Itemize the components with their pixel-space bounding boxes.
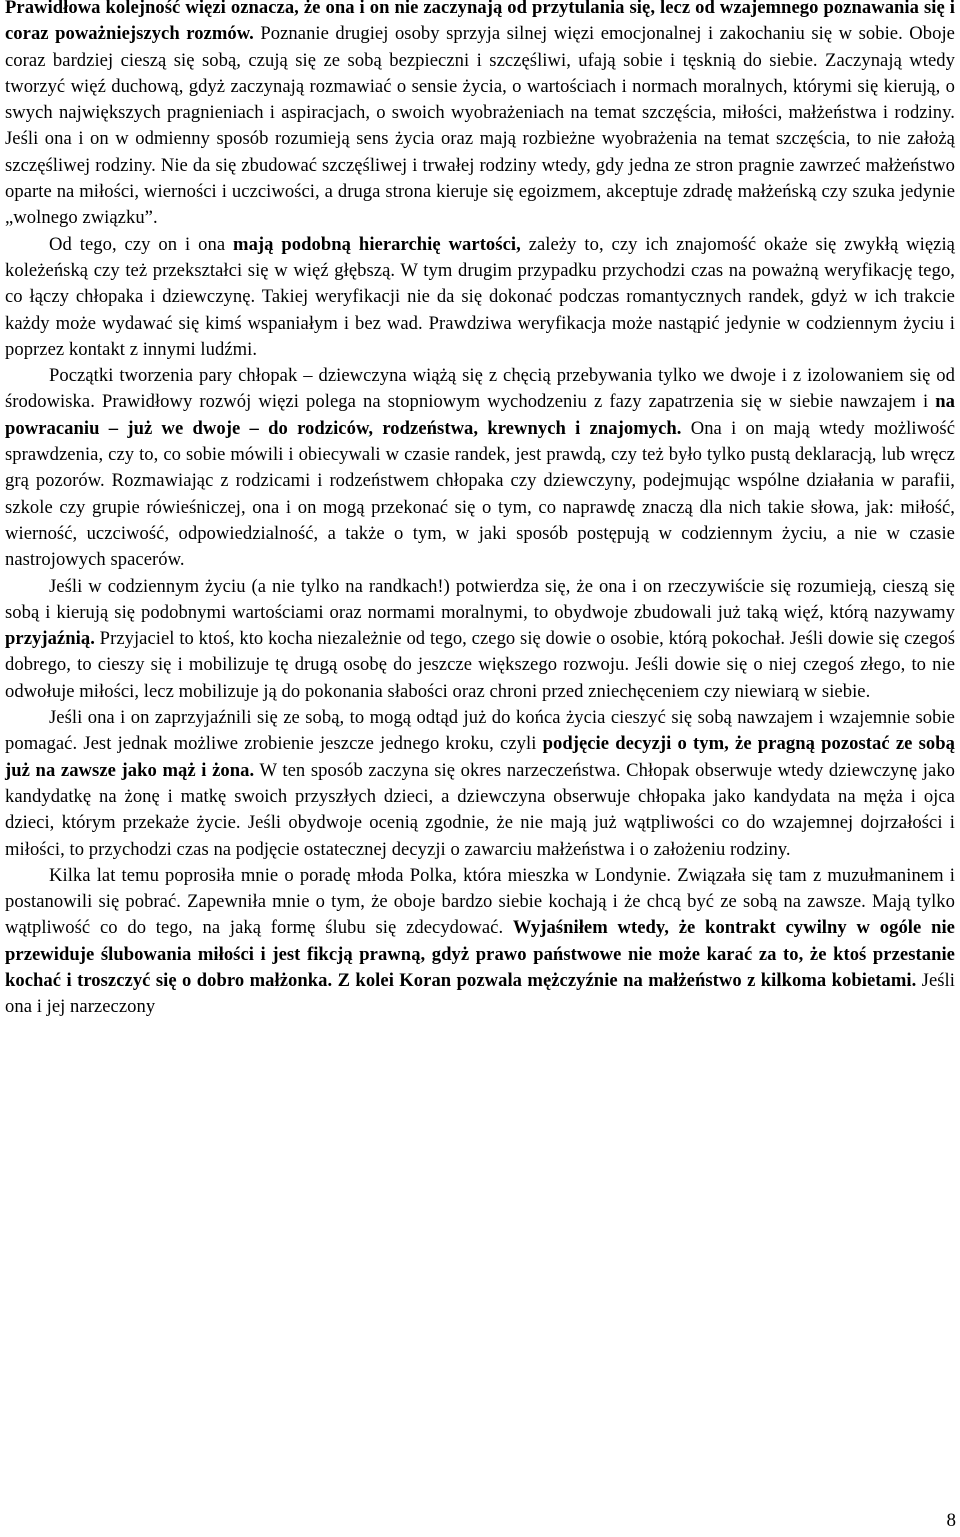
paragraph xyxy=(5,863,955,1021)
paragraph xyxy=(5,232,955,363)
bold-text-run: Prawidłowa kolejność więzi oznacza, że ona i on nie zaczynają od przytulania się, lecz od wzajemnego poznawania się i coraz poważniejszych rozmów. xyxy=(5,0,955,45)
body-text xyxy=(5,0,955,1021)
bold-text-run: przyjaźnią. xyxy=(5,628,95,650)
paragraph xyxy=(5,574,955,705)
text-run: Przyjaciel to ktoś, kto kocha niezależnie od tego, czego się dowie o osobie, którą pokochał. Jeśli dowie się czegoś dobrego, to cieszy się i mobilizuje tę drugą osobę do jeszcze większego rozwoju. Jeśli dowie się o niej czegoś złego, to nie odwołuje miłości, lecz mobilizuje ją do pokonania słabości oraz chroni przed zniechęceniem czy niewiarą w siebie. xyxy=(5,628,955,702)
text-run: Początki tworzenia pary chłopak – dziewczyna wiążą się z chęcią przebywania tylko we dwoje i z izolowaniem się od środowiska. Prawidłowy rozwój więzi polega na stopniowym wychodzeniu z fazy zapatrzenia się w siebie nawzajem i xyxy=(5,365,955,413)
text-run: Ona i on mają wtedy możliwość sprawdzenia, czy to, co sobie mówili i obiecywali w czasie randek, jest prawdą, czy też było tylko pustą deklaracją, lub wręcz grą pozorów. Rozmawiając z rodzicami i rodzeństwem chłopaka czy dziewczyny, podejmując wspólne działania w parafii, szkole czy grupie rówieśniczej, ona i on mogą przekonać się o tym, co naprawdę znaczą dla nich takie słowa, jak: miłość, wierność, uczciwość, odpowiedzialność, a także o tym, w jaki sposób postępują w codziennym życiu, a nie w czasie nastrojowych spacerów. xyxy=(5,417,955,571)
bold-text-run: podjęcie decyzji o tym, że pragną pozostać ze sobą już na zawsze jako mąż i żona. xyxy=(5,733,955,781)
bold-text-run: Wyjaśniłem wtedy, że kontrakt cywilny w ogóle nie przewiduje ślubowania miłości i jest fikcją prawną, gdyż prawo państwowe nie może karać za to, że ktoś przestanie kochać i troszczyć się o dobro małżonka. Z kolei Koran pozwala mężczyźnie na małżeństwo z kilkoma kobietami. xyxy=(5,917,955,991)
paragraph xyxy=(5,705,955,863)
text-run: Od tego, czy on i ona xyxy=(49,233,234,255)
text-run: Jeśli ona i on zaprzyjaźnili się ze sobą, to mogą odtąd już do końca życia cieszyć się sobą nawzajem i wzajemnie sobie pomagać. Jest jednak możliwe zrobienie jeszcze jednego kroku, czyli xyxy=(5,707,955,755)
text-run: Jeśli w codziennym życiu (a nie tylko na randkach!) potwierdza się, że ona i on rzeczywiście się rozumieją, cieszą się sobą i kierują się podobnymi wartościami oraz normami moralnymi, to obydwoje zbudowali już taką więź, którą nazywamy xyxy=(5,575,955,623)
text-run: Poznanie drugiej osoby sprzyja silnej więzi emocjonalnej i zakochaniu się w sobie. Oboje coraz bardziej cieszą się sobą, czują się ze sobą bezpieczni i szczęśliwi, ufają sobie i tęsknią do siebie. Zaczynają wtedy tworzyć więź duchową, gdyż zaczynają rozmawiać o sensie życia, o wartościach i normach moralnych, którymi się kierują, o swych największych pragnieniach i aspiracjach, o swoich wyobrażeniach na temat szczęścia, miłości, małżeństwa i rodziny. Jeśli ona i on w odmienny sposób rozumieją sens życia oraz mają rozbieżne wyobrażenia na temat szczęścia, to nie założą szczęśliwej rodziny. Nie da się zbudować szczęśliwej i trwałej rodziny wtedy, gdy jedna ze stron pragnie zawrzeć małżeństwo oparte na miłości, wierności i uczciwości, a druga strona kieruje się egoizmem, akceptuje zdradę małżeńską czy szuka jedynie „wolnego związku”. xyxy=(5,23,955,229)
text-run: Jeśli ona i jej narzeczony xyxy=(5,969,955,1018)
bold-text-run: na powracaniu – już we dwoje – do rodziców, rodzeństwa, krewnych i znajomych. xyxy=(5,391,955,439)
page-number: 8 xyxy=(946,1510,956,1531)
text-run: zależy to, czy ich znajomość okaże się zwykłą więzią koleżeńską czy też przekształci się w więź głębszą. W tym drugim przypadku przychodzi czas na poważną weryfikację tego, co łączy chłopaka i dziewczynę. Takiej weryfikacji nie da się dokonać podczas romantycznych randek, gdyż w ich trakcie każdy może wydawać się kimś wspaniałym i bez wad. Prawdziwa weryfikacja może nastąpić jedynie w codziennym życiu i poprzez kontakt z innymi ludźmi. xyxy=(5,233,955,360)
paragraph xyxy=(5,363,955,573)
bold-text-run: mają podobną hierarchię wartości, xyxy=(233,233,521,255)
paragraph xyxy=(5,0,955,232)
text-run: W ten sposób zaczyna się okres narzeczeństwa. Chłopak obserwuje wtedy dziewczynę jako kandydatkę na żonę i matkę swoich przyszłych dzieci, a dziewczyna obserwuje chłopaka jako kandydata na męża i ojca dzieci, którym przekaże życie. Jeśli obydwoje ocenią zgodnie, że nie mają już wątpliwości co do wzajemnej dojrzałości i miłości, to przychodzi czas na podjęcie ostatecznej decyzji o zawarciu małżeństwa i o założeniu rodziny. xyxy=(5,759,956,860)
text-run: Kilka lat temu poprosiła mnie o poradę młoda Polka, która mieszka w Londynie. Związała się tam z muzułmaninem i postanowili się pobrać. Zapewniła mnie o tym, że oboje bardzo siebie kochają i że chcą być ze sobą na zawsze. Mają tylko wątpliwość co do tego, na jaką formę ślubu się zdecydować. xyxy=(5,864,955,939)
